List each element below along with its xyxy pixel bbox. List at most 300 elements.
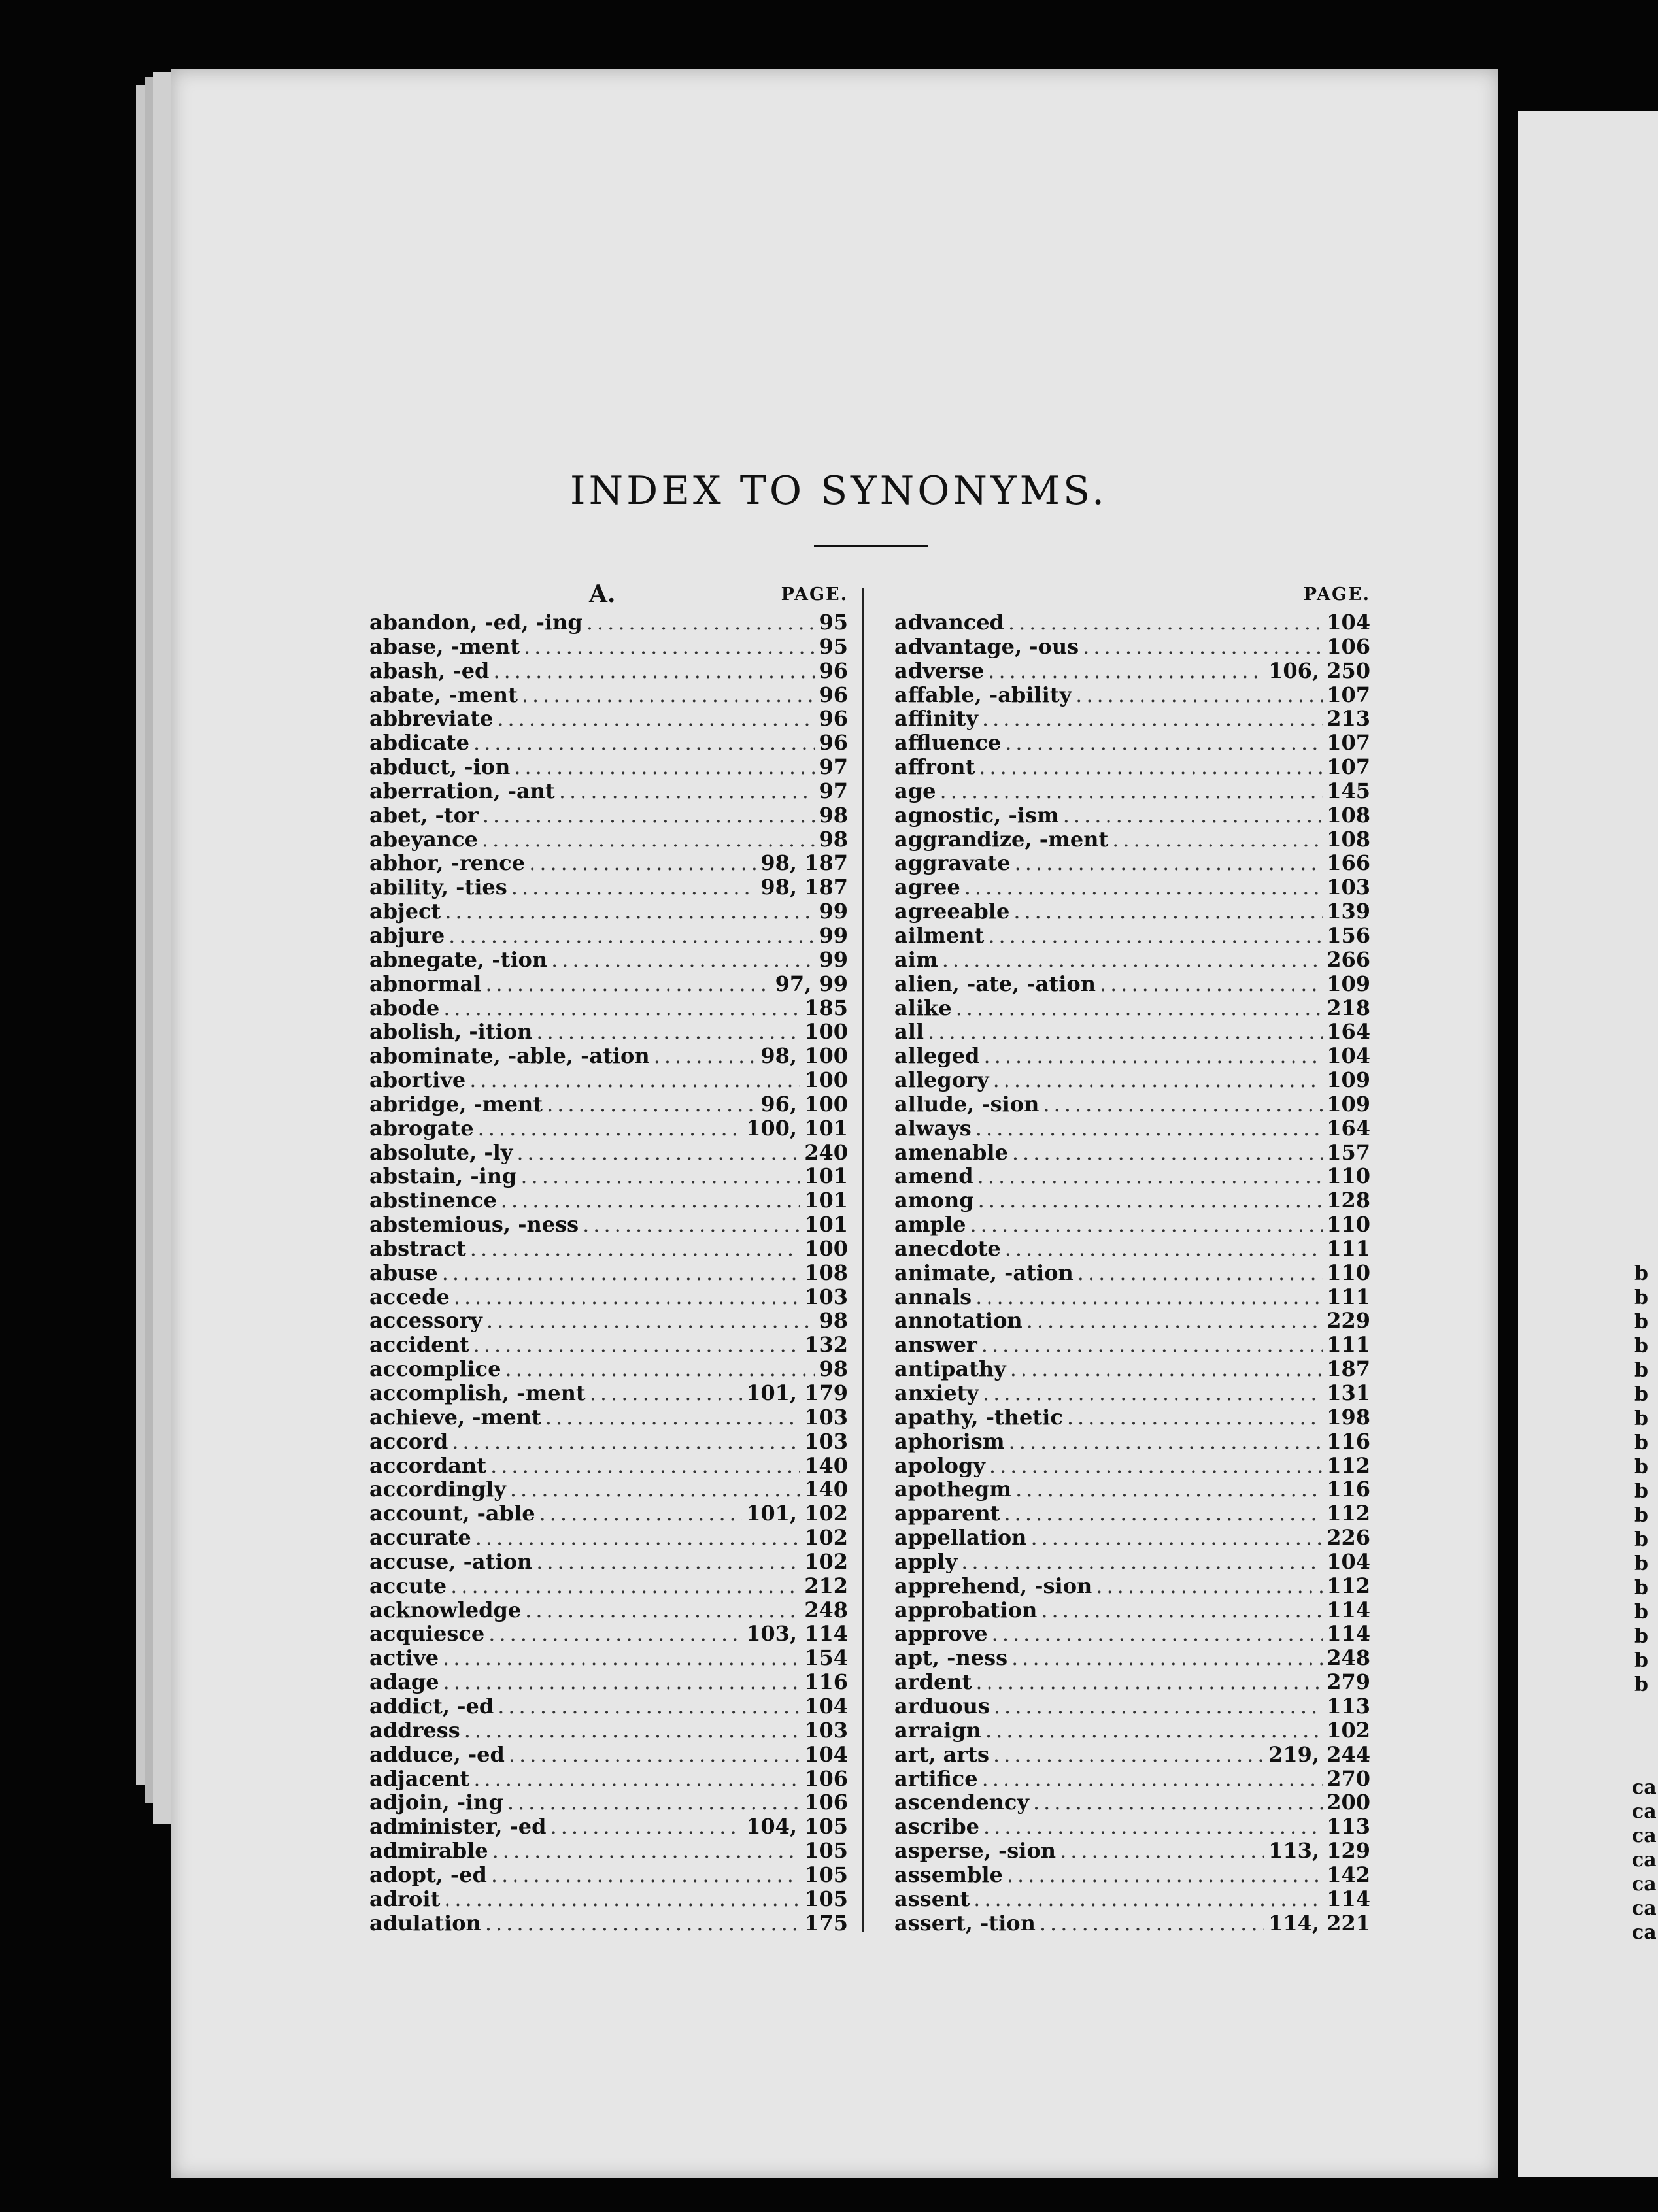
leader-dots <box>488 1622 742 1646</box>
leader-dots <box>470 1237 800 1261</box>
entry-term: adduce, -ed <box>369 1742 505 1767</box>
leader-dots <box>961 1550 1323 1574</box>
leader-dots <box>525 1598 800 1622</box>
entry-term: accurate <box>369 1526 471 1550</box>
entry-pages: 98 <box>819 1309 848 1333</box>
entry-pages: 266 <box>1327 947 1370 972</box>
entry-term: abase, -ment <box>369 634 520 659</box>
entry-term: approve <box>894 1622 988 1647</box>
entry-pages: 98 <box>819 803 848 828</box>
entry-term: agreeable <box>894 899 1010 924</box>
entry-pages: 110 <box>1327 1260 1370 1285</box>
leader-dots <box>547 1092 756 1116</box>
index-entry <box>369 1430 848 1454</box>
entry-pages: 219, 244 <box>1268 1742 1370 1767</box>
leader-dots <box>485 1911 800 1936</box>
leader-dots <box>983 1815 1323 1839</box>
index-entry <box>894 875 1370 899</box>
entry-term: abject <box>369 899 441 924</box>
leader-dots <box>452 1430 800 1454</box>
index-entry <box>894 924 1370 948</box>
index-entry <box>894 1213 1370 1237</box>
entry-pages: 96 <box>819 658 848 683</box>
index-entry <box>369 1309 848 1333</box>
entry-pages: 101 <box>804 1213 848 1237</box>
leader-dots <box>1015 851 1323 875</box>
leader-dots <box>964 875 1323 899</box>
entry-pages: 112 <box>1327 1453 1370 1478</box>
index-entry <box>369 1622 848 1646</box>
leader-dots <box>507 1790 800 1815</box>
leader-dots <box>988 924 1323 948</box>
index-entry <box>894 1646 1370 1670</box>
entry-term: aggravate <box>894 851 1011 876</box>
index-column-left <box>369 580 848 1935</box>
entry-term: assemble <box>894 1862 1003 1887</box>
entry-term: adroit <box>369 1886 441 1911</box>
entry-term: abnormal <box>369 971 482 996</box>
entry-pages: 104 <box>1327 611 1370 635</box>
entry-pages: 105 <box>804 1862 848 1887</box>
index-entry <box>894 1550 1370 1574</box>
leader-dots <box>492 1839 801 1863</box>
entry-term: animate, -ation <box>894 1260 1074 1285</box>
entry-term: ascribe <box>894 1815 979 1839</box>
index-column-right <box>894 580 1370 1935</box>
entry-pages: 101 <box>804 1164 848 1189</box>
leader-dots <box>970 1213 1323 1237</box>
entry-pages: 96 <box>819 731 848 756</box>
leader-dots <box>443 1646 800 1670</box>
entry-term: abstemious, -ness <box>369 1213 579 1237</box>
index-entry <box>369 1815 848 1839</box>
entry-pages: 200 <box>1327 1790 1370 1815</box>
entry-pages: 113 <box>1327 1815 1370 1839</box>
index-entry <box>894 707 1370 731</box>
leader-dots <box>1033 1790 1323 1815</box>
leader-dots <box>978 1188 1323 1213</box>
index-entry <box>369 1213 848 1237</box>
entry-pages: 106 <box>804 1790 848 1815</box>
index-entry <box>894 1188 1370 1213</box>
index-entry <box>894 1790 1370 1815</box>
entry-term: ardent <box>894 1670 972 1694</box>
entry-pages: 100 <box>804 1236 848 1261</box>
entry-pages: 101, 179 <box>746 1381 848 1405</box>
entry-term: antipathy <box>894 1357 1006 1381</box>
entry-pages: 105 <box>804 1886 848 1911</box>
entry-pages: 99 <box>819 923 848 948</box>
entry-term: abode <box>369 996 440 1020</box>
entry-term: abolish, -ition <box>369 1020 533 1045</box>
leader-dots <box>490 1454 800 1478</box>
entry-pages: 128 <box>1327 1188 1370 1213</box>
index-entry <box>894 1092 1370 1116</box>
leader-dots <box>505 1357 815 1381</box>
entry-term: abeyance <box>369 827 478 852</box>
entry-term: amend <box>894 1164 973 1189</box>
facing-page-ca-letters <box>1632 1775 1657 1945</box>
entry-term: affluence <box>894 731 1002 756</box>
entry-pages: 106, 250 <box>1268 658 1370 683</box>
leader-dots <box>993 1743 1264 1767</box>
entry-pages: 116 <box>1327 1429 1370 1454</box>
index-entry <box>894 1309 1370 1333</box>
leader-dots <box>979 755 1323 779</box>
index-entry <box>369 1767 848 1791</box>
entry-pages: 248 <box>804 1598 848 1622</box>
index-entry <box>369 948 848 972</box>
leader-dots <box>443 996 800 1020</box>
leader-dots <box>493 659 815 683</box>
entry-pages: 111 <box>1327 1333 1370 1358</box>
leader-dots <box>956 996 1323 1020</box>
facing-page-letter: ca <box>1632 1824 1657 1847</box>
index-entry <box>369 1550 848 1574</box>
entry-term: accordant <box>369 1453 487 1478</box>
entry-pages: 104 <box>1327 1044 1370 1069</box>
leader-dots <box>975 1116 1323 1141</box>
entry-term: abate, -ment <box>369 682 518 707</box>
index-entry <box>369 1646 848 1670</box>
entry-pages: 108 <box>1327 803 1370 828</box>
leader-dots <box>1067 1405 1323 1430</box>
leader-dots <box>469 1068 800 1092</box>
entry-term: adulation <box>369 1911 481 1936</box>
leader-dots <box>1043 1092 1323 1116</box>
leader-dots <box>1010 1357 1323 1381</box>
entry-term: art, arts <box>894 1742 990 1767</box>
entry-pages: 103 <box>804 1718 848 1743</box>
leader-dots <box>522 683 815 707</box>
entry-pages: 248 <box>1327 1646 1370 1671</box>
leader-dots <box>1005 1237 1323 1261</box>
index-entry <box>894 1574 1370 1598</box>
entry-pages: 100 <box>804 1020 848 1045</box>
index-entry <box>369 1092 848 1116</box>
entry-pages: 95 <box>819 611 848 635</box>
index-entry <box>369 1116 848 1141</box>
facing-page-letter: ca <box>1632 1776 1657 1799</box>
entry-pages: 106 <box>804 1766 848 1791</box>
entry-term: adage <box>369 1670 439 1694</box>
entry-pages: 104 <box>804 1694 848 1718</box>
entry-term: appellation <box>894 1526 1027 1550</box>
index-entry <box>369 755 848 779</box>
index-entry <box>894 948 1370 972</box>
column-divider <box>862 588 864 1932</box>
index-entry <box>894 1405 1370 1430</box>
index-entry <box>894 1477 1370 1501</box>
leader-dots <box>1112 828 1323 852</box>
facing-page-letter: ca <box>1632 1849 1657 1871</box>
facing-page-letter: b <box>1634 1407 1648 1430</box>
facing-page-letter: b <box>1634 1528 1648 1551</box>
entry-pages: 154 <box>804 1646 848 1671</box>
entry-pages: 109 <box>1327 1092 1370 1116</box>
leader-dots <box>984 1044 1323 1068</box>
index-entry <box>369 683 848 707</box>
index-entry <box>369 1911 848 1936</box>
entry-pages: 187 <box>1327 1357 1370 1381</box>
leader-dots <box>1012 1141 1323 1165</box>
index-entry <box>894 1598 1370 1622</box>
index-entries <box>369 611 848 1935</box>
leader-dots <box>516 1141 800 1165</box>
entry-pages: 108 <box>1327 827 1370 852</box>
index-entry <box>369 828 848 852</box>
leader-dots <box>551 948 815 972</box>
entry-term: artifice <box>894 1766 978 1791</box>
leader-dots <box>1083 635 1323 659</box>
leader-dots <box>994 1694 1323 1718</box>
entry-pages: 96, 100 <box>760 1092 848 1116</box>
leader-dots <box>928 1020 1323 1044</box>
leader-dots <box>1009 1430 1323 1454</box>
entry-term: address <box>369 1718 460 1743</box>
entry-pages: 97, 99 <box>775 971 848 996</box>
entry-term: anecdote <box>894 1236 1001 1261</box>
leader-dots <box>473 1767 800 1791</box>
entry-pages: 113, 129 <box>1268 1839 1370 1863</box>
leader-dots <box>1013 899 1323 924</box>
leader-dots <box>545 1405 800 1430</box>
entry-pages: 212 <box>804 1573 848 1598</box>
entry-pages: 96 <box>819 707 848 731</box>
leader-dots <box>550 1815 743 1839</box>
entry-term: abuse <box>369 1260 438 1285</box>
index-entry <box>894 1116 1370 1141</box>
leader-dots <box>482 828 815 852</box>
entry-pages: 101 <box>804 1188 848 1213</box>
leader-dots <box>1011 1646 1323 1670</box>
entry-pages: 104, 105 <box>746 1815 848 1839</box>
entry-term: approbation <box>894 1598 1038 1622</box>
page-title: INDEX TO SYNONYMS. <box>569 468 1108 514</box>
leader-dots <box>993 1068 1323 1092</box>
entry-term: affable, -ability <box>894 682 1072 707</box>
leader-dots <box>445 899 815 924</box>
entry-term: assent <box>894 1886 970 1911</box>
entry-pages: 109 <box>1327 971 1370 996</box>
facing-page-letter: b <box>1634 1649 1648 1672</box>
entry-pages: 109 <box>1327 1068 1370 1092</box>
entry-term: apothegm <box>894 1477 1012 1502</box>
entry-term: ascendency <box>894 1790 1029 1815</box>
facing-page-letter: ca <box>1632 1897 1657 1920</box>
facing-page-letter: b <box>1634 1286 1648 1309</box>
index-entry <box>369 1261 848 1285</box>
leader-dots <box>985 1718 1323 1743</box>
entry-pages: 110 <box>1327 1213 1370 1237</box>
index-entry <box>369 1743 848 1767</box>
entry-pages: 114, 221 <box>1268 1911 1370 1936</box>
index-entry <box>894 1622 1370 1646</box>
index-entry <box>894 1911 1370 1936</box>
leader-dots <box>524 635 815 659</box>
entry-pages: 139 <box>1327 899 1370 924</box>
entry-term: absolute, -ly <box>369 1140 513 1165</box>
entry-pages: 112 <box>1327 1573 1370 1598</box>
entry-pages: 103 <box>804 1405 848 1430</box>
leader-dots <box>473 1333 801 1357</box>
entry-term: abominate, -able, -ation <box>369 1044 650 1069</box>
index-entry <box>894 1068 1370 1092</box>
entry-term: apology <box>894 1453 985 1478</box>
entry-pages: 110 <box>1327 1164 1370 1189</box>
index-entry <box>894 1743 1370 1767</box>
entry-term: allegory <box>894 1068 989 1092</box>
entry-pages: 98 <box>819 827 848 852</box>
index-entry <box>369 851 848 875</box>
index-entry <box>894 635 1370 659</box>
entry-term: advantage, -ous <box>894 634 1079 659</box>
entry-term: ailment <box>894 923 985 948</box>
entry-term: assert, -tion <box>894 1911 1036 1936</box>
leader-dots <box>1075 683 1323 707</box>
entry-term: advanced <box>894 611 1004 635</box>
entry-term: abridge, -ment <box>369 1092 543 1116</box>
leader-dots <box>982 1767 1323 1791</box>
facing-page-letter: b <box>1634 1673 1648 1696</box>
entry-pages: 132 <box>804 1333 848 1358</box>
entry-pages: 145 <box>1327 779 1370 803</box>
entry-term: among <box>894 1188 974 1213</box>
leader-dots <box>443 1670 801 1694</box>
index-entry <box>369 611 848 635</box>
entry-term: accede <box>369 1284 450 1309</box>
index-entry <box>894 803 1370 828</box>
entry-term: acknowledge <box>369 1598 522 1622</box>
index-entry <box>894 1164 1370 1188</box>
entry-pages: 113 <box>1327 1694 1370 1718</box>
index-entry <box>894 611 1370 635</box>
index-entry <box>894 1381 1370 1405</box>
entry-pages: 98 <box>819 1357 848 1381</box>
entry-pages: 111 <box>1327 1236 1370 1261</box>
entry-pages: 97 <box>819 755 848 779</box>
entry-pages: 98, 187 <box>760 851 848 876</box>
leader-dots <box>1041 1598 1323 1622</box>
leader-dots <box>536 1020 800 1044</box>
entry-term: all <box>894 1020 924 1045</box>
index-entry <box>369 1501 848 1526</box>
index-entry <box>369 1333 848 1357</box>
leader-dots <box>942 948 1323 972</box>
index-entry <box>369 1068 848 1092</box>
index-entry <box>894 1694 1370 1718</box>
index-entry <box>369 1285 848 1309</box>
leader-dots <box>473 731 815 755</box>
leader-dots <box>501 1188 800 1213</box>
leader-dots <box>973 1887 1323 1911</box>
leader-dots <box>497 707 815 731</box>
entry-pages: 114 <box>1327 1598 1370 1622</box>
index-entry <box>894 851 1370 875</box>
entry-term: accident <box>369 1333 469 1358</box>
index-entry <box>369 1718 848 1743</box>
title-rule <box>814 545 928 547</box>
index-entry <box>369 1574 848 1598</box>
entry-term: abstinence <box>369 1188 497 1213</box>
entry-term: abrogate <box>369 1116 474 1141</box>
entry-term: apprehend, -sion <box>894 1573 1092 1598</box>
entry-term: abstract <box>369 1236 466 1261</box>
entry-term: abash, -ed <box>369 658 490 683</box>
entry-pages: 103 <box>1327 875 1370 900</box>
index-entry <box>369 1670 848 1694</box>
leader-dots <box>977 1164 1323 1188</box>
index-entry <box>369 1357 848 1381</box>
facing-page-letter: b <box>1634 1552 1648 1575</box>
index-entry <box>894 1044 1370 1068</box>
entry-pages: 175 <box>804 1911 848 1936</box>
entry-pages: 103, 114 <box>746 1622 848 1647</box>
leader-dots <box>1077 1261 1323 1285</box>
facing-page-b-letters <box>1634 1262 1648 1697</box>
entry-term: abjure <box>369 923 445 948</box>
facing-page-letter: b <box>1634 1383 1648 1406</box>
entry-term: asperse, -sion <box>894 1839 1057 1863</box>
entry-term: annals <box>894 1284 972 1309</box>
entry-term: apathy, -thetic <box>894 1405 1063 1430</box>
index-entry <box>369 1887 848 1911</box>
facing-page-letter: b <box>1634 1456 1648 1479</box>
index-entry <box>369 659 848 683</box>
leader-dots <box>989 1454 1323 1478</box>
column-header <box>894 580 1370 607</box>
entry-term: affront <box>894 755 975 779</box>
entry-pages: 114 <box>1327 1622 1370 1647</box>
index-entry <box>369 1237 848 1261</box>
entry-term: ability, -ties <box>369 875 507 900</box>
index-entry <box>894 996 1370 1020</box>
facing-page-letter: ca <box>1632 1800 1657 1823</box>
index-entry <box>369 1381 848 1405</box>
entry-pages: 108 <box>804 1260 848 1285</box>
entry-term: addict, -ed <box>369 1694 494 1718</box>
entry-pages: 131 <box>1327 1381 1370 1405</box>
entry-term: alien, -ate, -ation <box>894 971 1096 996</box>
entry-term: aphorism <box>894 1429 1005 1454</box>
entry-term: abstain, -ing <box>369 1164 517 1189</box>
entry-pages: 198 <box>1327 1405 1370 1430</box>
index-entry <box>894 731 1370 755</box>
index-entry <box>369 899 848 924</box>
index-entry <box>369 779 848 803</box>
entry-term: abortive <box>369 1068 466 1092</box>
index-entry <box>894 1141 1370 1165</box>
index-entry <box>894 1887 1370 1911</box>
leader-dots <box>975 1285 1323 1309</box>
entry-pages: 164 <box>1327 1116 1370 1141</box>
index-entry <box>894 1357 1370 1381</box>
entry-term: adjacent <box>369 1766 470 1791</box>
leader-dots <box>1100 972 1323 996</box>
leader-dots <box>486 1309 815 1333</box>
leader-dots <box>975 1670 1323 1694</box>
entry-term: account, -able <box>369 1501 535 1526</box>
leader-dots <box>510 1477 800 1501</box>
entry-term: affinity <box>894 707 978 731</box>
entry-pages: 164 <box>1327 1020 1370 1045</box>
entry-pages: 111 <box>1327 1284 1370 1309</box>
leader-dots <box>529 851 756 875</box>
entry-pages: 142 <box>1327 1862 1370 1887</box>
facing-page-letter: b <box>1634 1335 1648 1358</box>
leader-dots <box>482 803 815 828</box>
entry-term: abbreviate <box>369 707 494 731</box>
